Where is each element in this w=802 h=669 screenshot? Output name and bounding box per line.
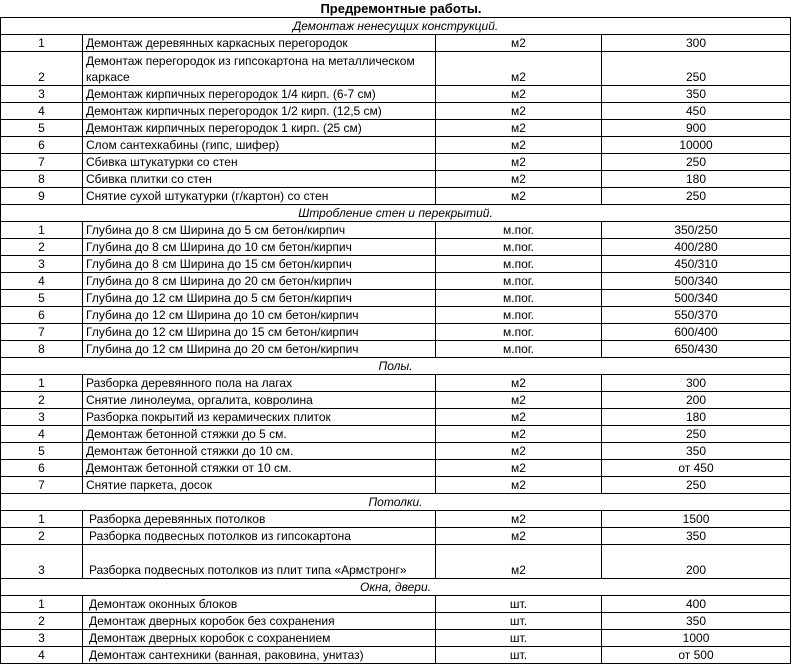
table-row (1, 630, 791, 647)
unit-of-measure: м2 (436, 103, 602, 120)
row-number: 2 (1, 52, 83, 86)
row-number: 3 (1, 256, 83, 273)
price-value: 200 (602, 392, 791, 409)
unit-of-measure: м2 (436, 35, 602, 52)
price-value: 350 (602, 86, 791, 103)
price-value: 1000 (602, 630, 791, 647)
table-row (1, 324, 791, 341)
row-number: 6 (1, 137, 83, 154)
work-name: Демонтаж дверных коробок с сохранением (83, 630, 436, 647)
price-value: 350 (602, 613, 791, 630)
price-value: 400/280 (602, 239, 791, 256)
unit-of-measure: м.пог. (436, 256, 602, 273)
section-header-row (1, 579, 791, 596)
work-name: Сбивка штукатурки со стен (83, 154, 436, 171)
table-row (1, 239, 791, 256)
row-number: 4 (1, 426, 83, 443)
price-table (0, 17, 791, 664)
work-name: Глубина до 8 см Ширина до 10 см бетон/кирпич (83, 239, 436, 256)
row-number: 8 (1, 341, 83, 358)
price-value: 300 (602, 375, 791, 392)
unit-of-measure: м2 (436, 409, 602, 426)
table-row (1, 290, 791, 307)
work-name: Разборка деревянных потолков (83, 511, 436, 528)
work-name: Снятие сухой штукатурки (г/картон) со стен (83, 188, 436, 205)
table-row (1, 52, 791, 86)
price-value: от 450 (602, 460, 791, 477)
table-row (1, 35, 791, 52)
table-row (1, 171, 791, 188)
price-value: 300 (602, 35, 791, 52)
table-row (1, 443, 791, 460)
price-value: 180 (602, 171, 791, 188)
row-number: 3 (1, 409, 83, 426)
table-row (1, 613, 791, 630)
table-row (1, 188, 791, 205)
work-name: Разборка подвесных потолков из гипсокартона (83, 528, 436, 545)
table-row (1, 477, 791, 494)
table-row (1, 596, 791, 613)
price-value: 10000 (602, 137, 791, 154)
price-value: 400 (602, 596, 791, 613)
price-value: 250 (602, 154, 791, 171)
row-number: 7 (1, 477, 83, 494)
unit-of-measure: м2 (436, 120, 602, 137)
unit-of-measure: м2 (436, 511, 602, 528)
row-number: 2 (1, 528, 83, 545)
price-value: 600/400 (602, 324, 791, 341)
section-title: Потолки. (1, 494, 791, 511)
row-number: 2 (1, 239, 83, 256)
row-number: 2 (1, 613, 83, 630)
table-row (1, 154, 791, 171)
row-number: 1 (1, 35, 83, 52)
work-name: Демонтаж сантехники (ванная, раковина, унитаз) (83, 647, 436, 664)
work-name: Демонтаж деревянных каркасных перегородок (83, 35, 436, 52)
price-value: 500/340 (602, 290, 791, 307)
unit-of-measure: м2 (436, 426, 602, 443)
unit-of-measure: шт. (436, 630, 602, 647)
work-name: Глубина до 8 см Ширина до 20 см бетон/кирпич (83, 273, 436, 290)
table-row (1, 647, 791, 664)
work-name: Глубина до 12 см Ширина до 10 см бетон/кирпич (83, 307, 436, 324)
price-value: 900 (602, 120, 791, 137)
table-row (1, 460, 791, 477)
price-value: 250 (602, 52, 791, 86)
price-value: 450/310 (602, 256, 791, 273)
unit-of-measure: м.пог. (436, 341, 602, 358)
unit-of-measure: м2 (436, 545, 602, 579)
row-number: 5 (1, 443, 83, 460)
table-row (1, 392, 791, 409)
price-value: 350/250 (602, 222, 791, 239)
work-name: Демонтаж дверных коробок без сохранения (83, 613, 436, 630)
price-value: 650/430 (602, 341, 791, 358)
unit-of-measure: м.пог. (436, 324, 602, 341)
price-value: 500/340 (602, 273, 791, 290)
price-value: от 500 (602, 647, 791, 664)
section-header-row (1, 494, 791, 511)
unit-of-measure: м.пог. (436, 222, 602, 239)
unit-of-measure: м2 (436, 188, 602, 205)
row-number: 1 (1, 222, 83, 239)
work-name: Снятие паркета, досок (83, 477, 436, 494)
section-header-row (1, 205, 791, 222)
row-number: 8 (1, 171, 83, 188)
section-title: Штробление стен и перекрытий. (1, 205, 791, 222)
row-number: 6 (1, 307, 83, 324)
section-title: Полы. (1, 358, 791, 375)
unit-of-measure: м2 (436, 171, 602, 188)
table-row (1, 375, 791, 392)
table-row (1, 307, 791, 324)
row-number: 7 (1, 154, 83, 171)
work-name: Снятие линолеума, оргалита, ковролина (83, 392, 436, 409)
row-number: 3 (1, 630, 83, 647)
row-number: 5 (1, 120, 83, 137)
table-row (1, 137, 791, 154)
work-name: Разборка подвесных потолков из плит типа «Армстронг» (83, 545, 436, 579)
work-name: Разборка покрытий из керамических плиток (83, 409, 436, 426)
price-value: 1500 (602, 511, 791, 528)
work-name: Глубина до 8 см Ширина до 15 см бетон/кирпич (83, 256, 436, 273)
work-name: Демонтаж бетонной стяжки до 5 см. (83, 426, 436, 443)
unit-of-measure: м.пог. (436, 239, 602, 256)
row-number: 1 (1, 375, 83, 392)
table-row (1, 341, 791, 358)
row-number: 4 (1, 103, 83, 120)
table-row (1, 120, 791, 137)
row-number: 4 (1, 647, 83, 664)
unit-of-measure: м.пог. (436, 307, 602, 324)
price-value: 250 (602, 188, 791, 205)
work-name: Разборка деревянного пола на лагах (83, 375, 436, 392)
price-value: 550/370 (602, 307, 791, 324)
table-row (1, 86, 791, 103)
unit-of-measure: м2 (436, 477, 602, 494)
row-number: 3 (1, 545, 83, 579)
work-name: Глубина до 12 см Ширина до 20 см бетон/кирпич (83, 341, 436, 358)
row-number: 9 (1, 188, 83, 205)
work-name: Глубина до 12 см Ширина до 5 см бетон/кирпич (83, 290, 436, 307)
price-value: 250 (602, 477, 791, 494)
table-row (1, 528, 791, 545)
work-name: Демонтаж оконных блоков (83, 596, 436, 613)
unit-of-measure: м2 (436, 443, 602, 460)
row-number: 1 (1, 511, 83, 528)
table-row (1, 103, 791, 120)
row-number: 4 (1, 273, 83, 290)
work-name: Демонтаж кирпичных перегородок 1/2 кирп. (12,5 см) (83, 103, 436, 120)
work-name: Глубина до 12 см Ширина до 15 см бетон/кирпич (83, 324, 436, 341)
work-name: Сбивка плитки со стен (83, 171, 436, 188)
row-number: 6 (1, 460, 83, 477)
unit-of-measure: м.пог. (436, 290, 602, 307)
work-name: Глубина до 8 см Ширина до 5 см бетон/кирпич (83, 222, 436, 239)
section-header-row (1, 358, 791, 375)
table-row (1, 511, 791, 528)
row-number: 1 (1, 596, 83, 613)
row-number: 2 (1, 392, 83, 409)
price-table-body (1, 18, 791, 664)
unit-of-measure: м.пог. (436, 273, 602, 290)
unit-of-measure: шт. (436, 596, 602, 613)
row-number: 7 (1, 324, 83, 341)
price-value: 250 (602, 426, 791, 443)
unit-of-measure: м2 (436, 392, 602, 409)
work-name: Слом сантехкабины (гипс, шифер) (83, 137, 436, 154)
unit-of-measure: м2 (436, 52, 602, 86)
work-name: Демонтаж бетонной стяжки до 10 см. (83, 443, 436, 460)
price-value: 350 (602, 528, 791, 545)
row-number: 5 (1, 290, 83, 307)
table-row (1, 273, 791, 290)
unit-of-measure: м2 (436, 137, 602, 154)
work-name: Демонтаж кирпичных перегородок 1/4 кирп. (6-7 см) (83, 86, 436, 103)
table-row (1, 256, 791, 273)
section-title: Окна, двери. (1, 579, 791, 596)
unit-of-measure: м2 (436, 460, 602, 477)
table-row (1, 545, 791, 579)
work-name: Демонтаж бетонной стяжки от 10 см. (83, 460, 436, 477)
table-row (1, 409, 791, 426)
price-value: 200 (602, 545, 791, 579)
table-row (1, 426, 791, 443)
section-title: Демонтаж ненесущих конструкций. (1, 18, 791, 35)
section-header-row (1, 18, 791, 35)
unit-of-measure: шт. (436, 613, 602, 630)
unit-of-measure: м2 (436, 154, 602, 171)
table-row (1, 222, 791, 239)
unit-of-measure: м2 (436, 86, 602, 103)
page-title: Предремонтные работы. (320, 1, 482, 16)
unit-of-measure: м2 (436, 375, 602, 392)
price-value: 350 (602, 443, 791, 460)
unit-of-measure: шт. (436, 647, 602, 664)
price-value: 180 (602, 409, 791, 426)
work-name: Демонтаж перегородок из гипсокартона на металлическом каркасе (83, 52, 436, 86)
work-name: Демонтаж кирпичных перегородок 1 кирп. (25 см) (83, 120, 436, 137)
price-value: 450 (602, 103, 791, 120)
unit-of-measure: м2 (436, 528, 602, 545)
row-number: 3 (1, 86, 83, 103)
